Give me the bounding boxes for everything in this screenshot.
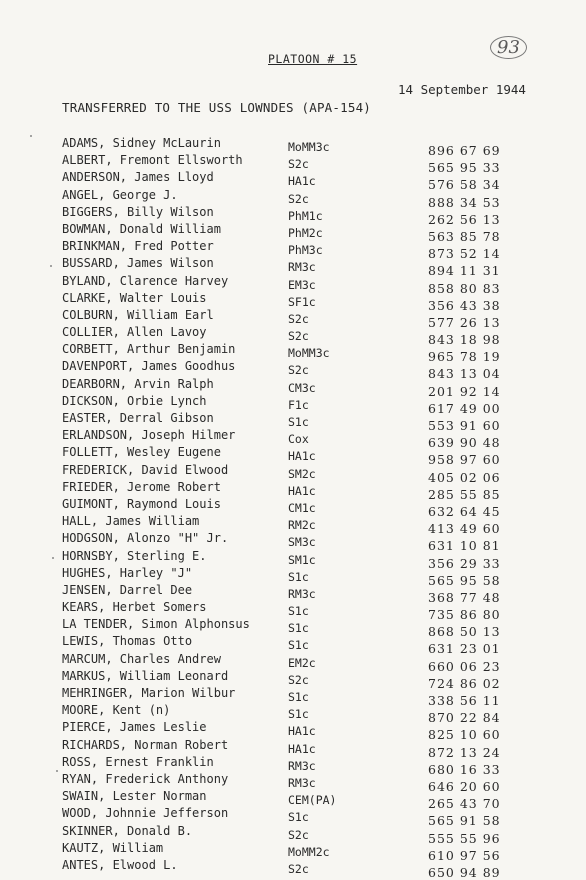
roster-row bbox=[0, 754, 586, 777]
service-number: 888 34 53 bbox=[428, 194, 501, 210]
sailor-rate: PhM1c bbox=[288, 208, 323, 223]
service-number: 632 64 45 bbox=[428, 503, 501, 519]
paper-speck bbox=[52, 557, 54, 559]
sailor-rate: S2c bbox=[288, 861, 309, 876]
sailor-name: JENSEN, Darrel Dee bbox=[62, 582, 193, 597]
service-number: 858 80 83 bbox=[428, 280, 501, 296]
sailor-name: RYAN, Frederick Anthony bbox=[62, 771, 229, 786]
sailor-rate: HA1c bbox=[288, 483, 316, 498]
service-number: 965 78 19 bbox=[428, 349, 501, 365]
sailor-name: HODGSON, Alonzo "H" Jr. bbox=[62, 531, 229, 546]
sailor-name: ANDERSON, James Lloyd bbox=[62, 170, 214, 185]
service-number: 843 13 04 bbox=[428, 366, 501, 382]
document-date: 14 September 1944 bbox=[398, 82, 526, 97]
sailor-rate: S2c bbox=[288, 672, 309, 687]
sailor-rate: HA1c bbox=[288, 174, 316, 189]
sailor-rate: MoMM3c bbox=[288, 346, 330, 361]
paper-speck bbox=[50, 265, 52, 267]
service-number: 870 22 84 bbox=[428, 710, 501, 726]
sailor-name: COLLIER, Allen Lavoy bbox=[62, 325, 207, 340]
roster-row bbox=[0, 445, 586, 468]
roster-row bbox=[0, 239, 586, 262]
sailor-name: FOLLETT, Wesley Eugene bbox=[62, 445, 221, 460]
service-number: 563 85 78 bbox=[428, 228, 501, 244]
sailor-rate: SM3c bbox=[288, 535, 316, 550]
sailor-name: HORNSBY, Sterling E. bbox=[62, 548, 207, 563]
sailor-name: RICHARDS, Norman Robert bbox=[62, 737, 229, 752]
service-number: 405 02 06 bbox=[428, 469, 501, 485]
service-number: 873 52 14 bbox=[428, 246, 501, 262]
service-number: 565 95 58 bbox=[428, 572, 501, 588]
sailor-rate: PhM2c bbox=[288, 225, 323, 240]
sailor-name: BYLAND, Clarence Harvey bbox=[62, 273, 229, 288]
sailor-name: FRIEDER, Jerome Robert bbox=[62, 479, 221, 494]
sailor-name: BUSSARD, James Wilson bbox=[62, 256, 214, 271]
sailor-rate: S1c bbox=[288, 707, 309, 722]
sailor-name: ERLANDSON, Joseph Hilmer bbox=[62, 428, 236, 443]
sailor-rate: S2c bbox=[288, 363, 309, 378]
roster-row bbox=[0, 514, 586, 537]
sailor-name: MOORE, Kent (n) bbox=[62, 703, 171, 718]
service-number: 201 92 14 bbox=[428, 383, 501, 399]
sailor-rate: S1c bbox=[288, 621, 309, 636]
service-number: 555 55 96 bbox=[428, 830, 501, 846]
roster-row bbox=[0, 153, 586, 176]
roster-row bbox=[0, 668, 586, 691]
roster-row bbox=[0, 273, 586, 296]
service-number: 285 55 85 bbox=[428, 486, 501, 502]
sailor-name: LEWIS, Thomas Otto bbox=[62, 634, 193, 649]
sailor-rate: RM3c bbox=[288, 586, 316, 601]
service-number: 576 58 34 bbox=[428, 177, 501, 193]
roster-row bbox=[0, 600, 586, 623]
service-number: 356 29 33 bbox=[428, 555, 501, 571]
service-number: 735 86 80 bbox=[428, 607, 501, 623]
roster-row bbox=[0, 479, 586, 502]
service-number: 565 95 33 bbox=[428, 160, 501, 176]
sailor-rate: EM3c bbox=[288, 277, 316, 292]
service-number: 413 49 60 bbox=[428, 521, 501, 537]
sailor-rate: S2c bbox=[288, 329, 309, 344]
roster-row bbox=[0, 531, 586, 554]
sailor-name: DEARBORN, Arvin Ralph bbox=[62, 376, 214, 391]
roster-row bbox=[0, 806, 586, 829]
service-number: 680 16 33 bbox=[428, 761, 501, 777]
sailor-rate: Cox bbox=[288, 432, 309, 447]
sailor-rate: S2c bbox=[288, 827, 309, 842]
sailor-rate: SF1c bbox=[288, 294, 316, 309]
sailor-name: CLARKE, Walter Louis bbox=[62, 290, 207, 305]
roster-row bbox=[0, 548, 586, 571]
service-number: 553 91 60 bbox=[428, 418, 501, 433]
roster-row bbox=[0, 703, 586, 726]
roster-row bbox=[0, 204, 586, 227]
service-number: 825 10 60 bbox=[428, 727, 501, 743]
sailor-name: GUIMONT, Raymond Louis bbox=[62, 496, 221, 511]
sailor-rate: S1c bbox=[288, 415, 309, 429]
platoon-header: PLATOON # 15 bbox=[268, 52, 358, 66]
sailor-name: DAVENPORT, James Goodhus bbox=[62, 359, 236, 374]
sailor-name: SKINNER, Donald B. bbox=[62, 823, 193, 838]
sailor-rate: F1c bbox=[288, 397, 309, 412]
service-number: 262 56 13 bbox=[428, 211, 501, 227]
service-number: 894 11 31 bbox=[428, 263, 501, 279]
service-number: 896 67 69 bbox=[428, 143, 501, 158]
paper-speck bbox=[30, 135, 32, 137]
sailor-name: CORBETT, Arthur Benjamin bbox=[62, 342, 236, 357]
sailor-name: MARKUS, William Leonard bbox=[62, 668, 229, 683]
paper-speck bbox=[56, 770, 58, 772]
page-number: 93 bbox=[490, 36, 527, 59]
sailor-name: ALBERT, Fremont Ellsworth bbox=[62, 153, 243, 168]
service-number: 660 06 23 bbox=[428, 658, 501, 674]
sailor-name: SWAIN, Lester Norman bbox=[62, 789, 207, 804]
roster-row bbox=[0, 737, 586, 760]
sailor-rate: S1c bbox=[288, 569, 309, 584]
service-number: 617 49 00 bbox=[428, 400, 501, 416]
roster-row bbox=[0, 221, 586, 244]
roster-row bbox=[0, 256, 586, 279]
roster-row bbox=[0, 617, 586, 640]
sailor-rate: MoMM2c bbox=[288, 844, 330, 859]
sailor-name: ADAMS, Sidney McLaurin bbox=[62, 136, 221, 150]
service-number: 650 94 89 bbox=[428, 864, 501, 880]
sailor-rate: RM3c bbox=[288, 775, 316, 790]
roster-row bbox=[0, 170, 586, 193]
transfer-heading: TRANSFERRED TO THE USS LOWNDES (APA-154) bbox=[62, 100, 372, 115]
sailor-rate: HA1c bbox=[288, 449, 316, 464]
roster-row bbox=[0, 136, 586, 158]
sailor-rate: PhM3c bbox=[288, 243, 323, 258]
sailor-rate: SM2c bbox=[288, 466, 316, 481]
sailor-name: PIERCE, James Leslie bbox=[62, 720, 207, 735]
sailor-name: MARCUM, Charles Andrew bbox=[62, 651, 221, 666]
service-number: 724 86 02 bbox=[428, 675, 501, 691]
sailor-rate: SM1c bbox=[288, 552, 316, 567]
sailor-name: EASTER, Derral Gibson bbox=[62, 411, 214, 425]
sailor-name: BIGGERS, Billy Wilson bbox=[62, 204, 214, 219]
sailor-name: ROSS, Ernest Franklin bbox=[62, 754, 214, 769]
sailor-name: BOWMAN, Donald William bbox=[62, 221, 221, 236]
sailor-name: WOOD, Johnnie Jefferson bbox=[62, 806, 229, 821]
sailor-name: KAUTZ, William bbox=[62, 840, 164, 855]
sailor-rate: CEM(PA) bbox=[288, 793, 337, 808]
service-number: 338 56 11 bbox=[428, 693, 501, 708]
service-number: 265 43 70 bbox=[428, 796, 501, 812]
sailor-name: FREDERICK, David Elwood bbox=[62, 462, 229, 477]
sailor-name: KEARS, Herbet Somers bbox=[62, 600, 207, 615]
service-number: 958 97 60 bbox=[428, 452, 501, 468]
sailor-rate: EM2c bbox=[288, 655, 316, 670]
service-number: 610 97 56 bbox=[428, 847, 501, 863]
sailor-rate: S2c bbox=[288, 311, 309, 326]
sailor-name: DICKSON, Orbie Lynch bbox=[62, 393, 207, 408]
roster-list bbox=[0, 136, 586, 880]
sailor-name: ANGEL, George J. bbox=[62, 187, 178, 202]
roster-row bbox=[0, 428, 586, 451]
sailor-rate: S1c bbox=[288, 810, 309, 825]
sailor-name: ANTES, Elwood L. bbox=[62, 857, 178, 872]
roster-row bbox=[0, 307, 586, 330]
sailor-rate: CM1c bbox=[288, 500, 316, 515]
roster-row bbox=[0, 187, 586, 210]
roster-row bbox=[0, 686, 586, 708]
sailor-rate: S1c bbox=[288, 690, 309, 704]
service-number: 631 10 81 bbox=[428, 538, 501, 554]
roster-row bbox=[0, 840, 586, 863]
service-number: 565 91 58 bbox=[428, 813, 501, 829]
roster-row bbox=[0, 411, 586, 433]
sailor-name: HUGHES, Harley "J" bbox=[62, 565, 193, 580]
roster-row bbox=[0, 634, 586, 657]
roster-row bbox=[0, 857, 586, 880]
roster-row bbox=[0, 359, 586, 382]
roster-row bbox=[0, 290, 586, 313]
sailor-rate: S2c bbox=[288, 191, 309, 206]
sailor-name: COLBURN, William Earl bbox=[62, 307, 214, 322]
service-number: 356 43 38 bbox=[428, 297, 501, 313]
sailor-rate: MoMM3c bbox=[288, 140, 330, 154]
sailor-name: HALL, James William bbox=[62, 514, 200, 529]
service-number: 631 23 01 bbox=[428, 641, 501, 657]
roster-row bbox=[0, 565, 586, 588]
sailor-name: LA TENDER, Simon Alphonsus bbox=[62, 617, 250, 632]
service-number: 639 90 48 bbox=[428, 435, 501, 451]
roster-row bbox=[0, 325, 586, 348]
roster-row bbox=[0, 496, 586, 519]
service-number: 577 26 13 bbox=[428, 314, 501, 330]
sailor-rate: RM3c bbox=[288, 758, 316, 773]
roster-row bbox=[0, 342, 586, 365]
sailor-rate: RM2c bbox=[288, 518, 316, 533]
service-number: 646 20 60 bbox=[428, 778, 501, 794]
roster-row bbox=[0, 720, 586, 743]
sailor-rate: S1c bbox=[288, 638, 309, 653]
service-number: 368 77 48 bbox=[428, 589, 501, 605]
service-number: 868 50 13 bbox=[428, 624, 501, 640]
roster-row bbox=[0, 582, 586, 605]
service-number: 872 13 24 bbox=[428, 744, 501, 760]
roster-row bbox=[0, 789, 586, 812]
roster-row bbox=[0, 823, 586, 846]
roster-row bbox=[0, 651, 586, 674]
sailor-name: MEHRINGER, Marion Wilbur bbox=[62, 686, 236, 700]
service-number: 843 18 98 bbox=[428, 332, 501, 348]
roster-row bbox=[0, 376, 586, 399]
sailor-name: BRINKMAN, Fred Potter bbox=[62, 239, 214, 254]
sailor-rate: HA1c bbox=[288, 724, 316, 739]
sailor-rate: S2c bbox=[288, 157, 309, 172]
roster-row bbox=[0, 393, 586, 416]
sailor-rate: RM3c bbox=[288, 260, 316, 275]
roster-row bbox=[0, 771, 586, 794]
sailor-rate: CM3c bbox=[288, 380, 316, 395]
roster-row bbox=[0, 462, 586, 485]
sailor-rate: HA1c bbox=[288, 741, 316, 756]
sailor-rate: S1c bbox=[288, 604, 309, 619]
